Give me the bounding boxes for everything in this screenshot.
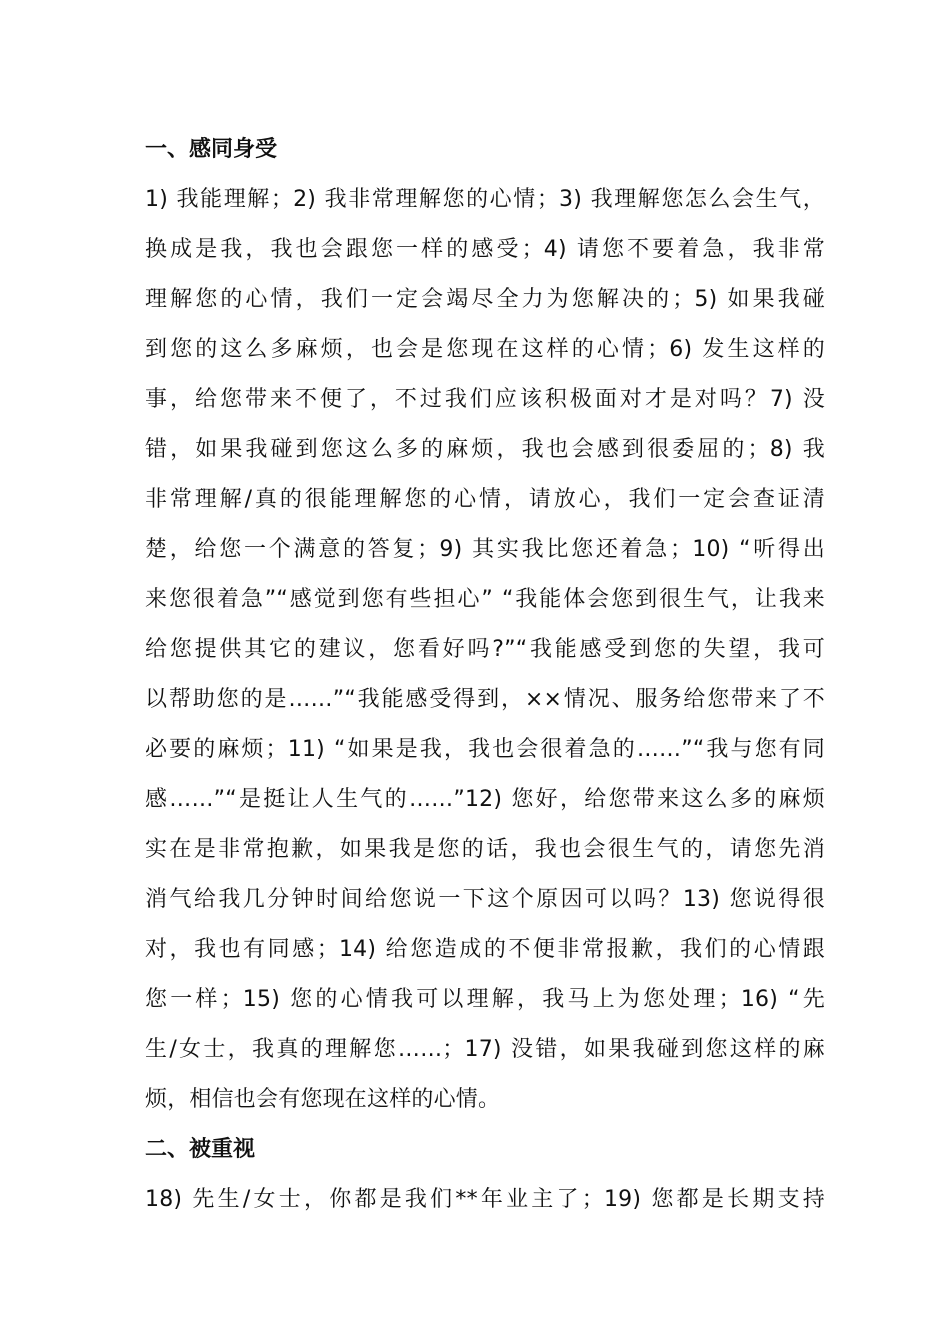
text-line: 感……”“是挺让人生气的……”12) 您好，给您带来这么多的麻烦 [145, 787, 825, 812]
text-line: 烦，相信也会有您现在这样的心情。 [145, 1087, 501, 1112]
text-line: 来您很着急”“感觉到您有些担心” “我能体会您到很生气，让我来 [145, 587, 825, 612]
document-page [145, 125, 825, 1225]
text-line: 到您的这么多麻烦，也会是您现在这样的心情；6) 发生这样的 [145, 337, 825, 362]
text-line: 事，给您带来不便了，不过我们应该积极面对才是对吗？7) 没 [145, 387, 825, 412]
text-line: 生/女士，我真的理解您……；17) 没错，如果我碰到您这样的麻 [145, 1037, 825, 1062]
text-line: 您一样；15) 您的心情我可以理解，我马上为您处理；16) “先 [145, 987, 825, 1012]
text-line: 必要的麻烦；11) “如果是我，我也会很着急的……”“我与您有同 [145, 737, 825, 762]
text-line: 理解您的心情，我们一定会竭尽全力为您解决的；5) 如果我碰 [145, 287, 825, 312]
section-body-empathy [145, 175, 825, 1125]
text-line: 18) 先生/女士，你都是我们**年业主了；19) 您都是长期支持 [145, 1187, 825, 1212]
text-line: 1) 我能理解；2) 我非常理解您的心情；3) 我理解您怎么会生气， [145, 187, 825, 212]
section-heading-valued: 二、被重视 [145, 1137, 256, 1162]
text-line: 消气给我几分钟时间给您说一下这个原因可以吗？13) 您说得很 [145, 887, 825, 912]
section-heading-empathy: 一、感同身受 [145, 137, 278, 162]
text-line: 换成是我，我也会跟您一样的感受；4) 请您不要着急，我非常 [145, 237, 825, 262]
text-line: 非常理解/真的很能理解您的心情，请放心，我们一定会查证清 [145, 487, 825, 512]
text-line: 对，我也有同感；14) 给您造成的不便非常报歉，我们的心情跟 [145, 937, 825, 962]
section-body-valued [145, 1175, 825, 1225]
text-line: 楚，给您一个满意的答复；9) 其实我比您还着急；10) “听得出 [145, 537, 825, 562]
text-line: 实在是非常抱歉，如果我是您的话，我也会很生气的，请您先消 [145, 837, 825, 862]
text-line: 错，如果我碰到您这么多的麻烦，我也会感到很委屈的；8) 我 [145, 437, 825, 462]
text-line: 给您提供其它的建议，您看好吗?”“我能感受到您的失望，我可 [145, 637, 825, 662]
text-line: 以帮助您的是……”“我能感受得到，××情况、服务给您带来了不 [145, 687, 825, 712]
